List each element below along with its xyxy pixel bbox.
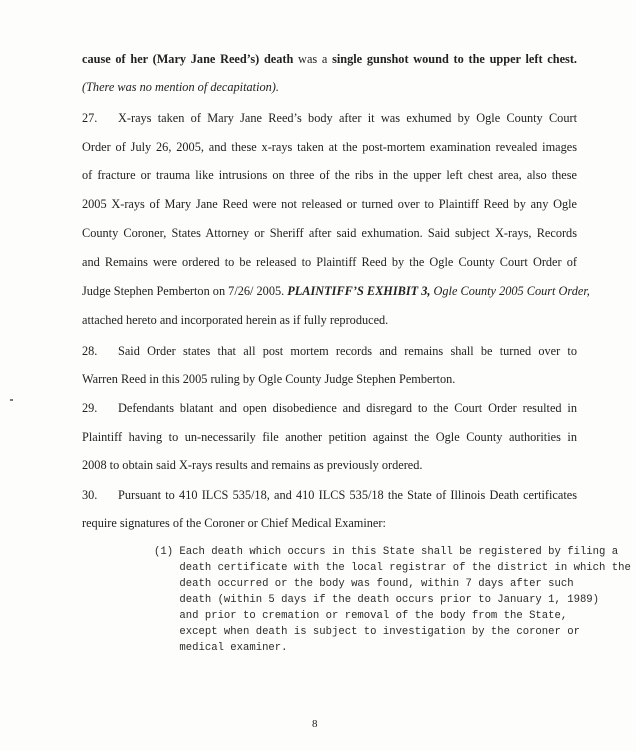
paragraph-text: Pursuant to 410 ILCS 535/18, and 410 ILCS 535/18 the State of Illinois Death certificates [118, 488, 577, 502]
court-order-text: Ogle County 2005 Court Order, [430, 284, 590, 298]
paragraph-27-line-5: County Coroner, States Attorney or Sheriff after said exhumation. Said subject X-rays, Records [82, 226, 577, 240]
quote-line: (1) Each death which occurs in this State shall be registered by filing a [154, 546, 619, 558]
paragraph-number-29: 29. [82, 401, 98, 415]
no-decapitation-note: (There was no mention of decapitation). [82, 80, 279, 94]
page-number: 8 [312, 718, 318, 730]
paragraph-text: Defendants blatant and open disobedience and disregard to the Court Order resulted in [118, 401, 577, 415]
bold-wound-text: single gunshot wound to the upper left chest. [332, 52, 577, 66]
bold-cause-text: cause of her (Mary Jane Reed’s) death [82, 52, 294, 66]
paragraph-number-27: 27. [82, 111, 98, 125]
paragraph-27-line-3: of fracture or trauma like intrusions on three of the ribs in the upper left chest area, also these [82, 168, 577, 182]
connector-text: was a [293, 52, 333, 66]
paragraph-27-line-2: Order of July 26, 2005, and these x-rays taken at the post-mortem examination revealed images [82, 140, 577, 154]
paragraph-27-line-6: and Remains were ordered to be released to Plaintiff Reed by the Ogle County Court Order of [82, 255, 577, 269]
exhibit-reference: PLAINTIFF’S EXHIBIT 3, [287, 284, 431, 298]
quote-line: and prior to cremation or removal of the body from the State, [154, 610, 568, 622]
paragraph-26-end-line [82, 51, 577, 67]
quote-line: except when death is subject to investigation by the coroner or [154, 626, 580, 638]
paragraph-28-line-2: Warren Reed in this 2005 ruling by Ogle County Judge Stephen Pemberton. [82, 372, 456, 386]
paragraph-29-line-3: 2008 to obtain said X-rays results and remains as previously ordered. [82, 458, 423, 472]
paragraph-29-line-2: Plaintiff having to un-necessarily file another petition against the Ogle County authorities in [82, 430, 577, 444]
paragraph-number-30: 30. [82, 488, 98, 502]
paragraph-text: Said Order states that all post mortem records and remains shall be turned over to [118, 344, 577, 358]
quote-line: death occurred or the body was found, within 7 days after such [154, 578, 574, 590]
paragraph-30-line-2: require signatures of the Coroner or Chief Medical Examiner: [82, 516, 386, 530]
quote-line: death (within 5 days if the death occurs prior to January 1, 1989) [154, 594, 600, 606]
paragraph-27-line-7 [82, 283, 590, 299]
quote-line: medical examiner. [154, 642, 288, 654]
paragraph-text: X-rays taken of Mary Jane Reed’s body after it was exhumed by Ogle County Court [118, 111, 577, 125]
paragraph-27-line-8: attached hereto and incorporated herein as if fully reproduced. [82, 313, 389, 327]
quote-line: death certificate with the local registrar of the district in which the [154, 562, 631, 574]
scan-speck [10, 399, 13, 401]
judge-text: Judge Stephen Pemberton on 7/26/ 2005. [82, 284, 288, 298]
paragraph-27-line-4: 2005 X-rays of Mary Jane Reed were not released or turned over to Plaintiff Reed by any Ogle [82, 197, 577, 211]
paragraph-number-28: 28. [82, 344, 98, 358]
